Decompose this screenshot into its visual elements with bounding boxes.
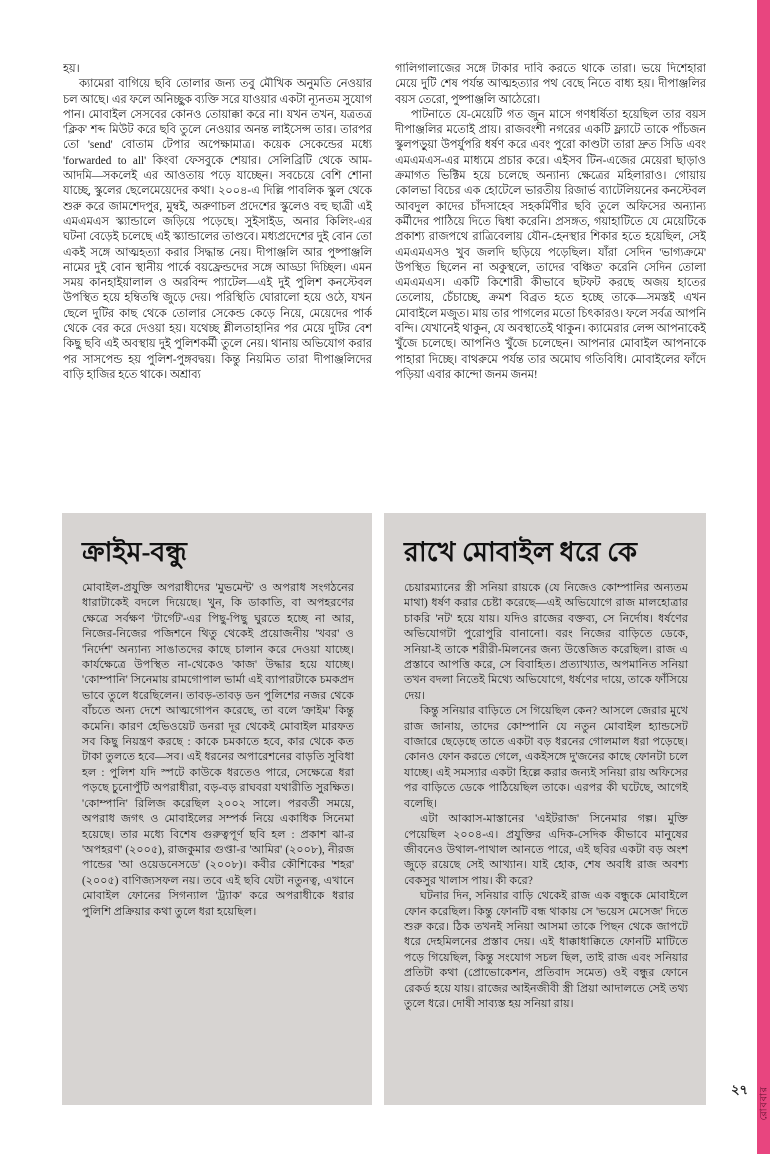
- article-top-right-column: [395, 62, 706, 510]
- paragraph: হয়।: [63, 63, 80, 75]
- feature-box-crime-bondhu: [62, 513, 372, 1105]
- spine-stripe: [757, 0, 770, 1154]
- paragraph: এটা আব্বাস-মাস্তানের 'এইটরাজ' সিনেমার গল্প। মুক্তি পেয়েছিল ২০০৪-এ। প্রযুক্তির এদিক-সেদিক কীভাবে মানুষের জীবনেও উথাল-পাথাল আনতে পারে, এই ছবির একটা বড় অংশ জুড়ে রয়েছে সেই আখ্যান। যাই হোক, শেষ অবধি রাজ অবশ্য বেকসুর খালাস পায়। কী করে?: [404, 813, 688, 887]
- feature-box-rakhe-mobile: [384, 513, 706, 1105]
- magazine-name-label: রোববার: [758, 1085, 769, 1120]
- article-top-left-column: [63, 62, 372, 510]
- paragraph: চেয়ারম্যানের স্ত্রী সনিয়া রায়কে (যে নিজেও কোম্পানির অন্যতম মাথা) ধর্ষণ করার চেষ্টা করেছে—এই অভিযোগে রাজ মালহোত্রার চাকরি 'নট' হয়ে যায়। যদিও রাজের বক্তব্য, সে নির্দোষ। ধর্ষণের অভিযোগটা পুরোপুরি বানানো। বরং নিজের বাড়িতে ডেকে, সনিয়া-ই তাকে শরীরী-মিলনের জন্য উত্তেজিত করেছিল। রাজ এ প্রস্তাবে আপত্তি করে, সে বিবাহিত। প্রত্যাখ্যাত, অপমানিত সনিয়া তখন বদলা নিতেই মিথ্যে অভিযোগে, ধর্ষণের দায়ে, তাকে ফাঁসিয়ে দেয়।: [404, 582, 688, 702]
- paragraph: কিন্তু সনিয়ার বাড়িতে সে গিয়েছিল কেন? আসলে জেরার মুখে রাজ জানায়, তাদের কোম্পানি যে নতুন মোবাইল হ্যান্ডসেট বাজারে ছেড়েছে তাতে একটা বড় ধরনের গোলমাল ধরা পড়েছে। কোনও ফোন করতে গেলে, একইসঙ্গে দু'জনের কাছে ফোনটা চলে যাচ্ছে। এই সমস্যার একটা হিল্লে করার জন্যই সনিয়া রায় অফিসের পর বাড়িতে ডেকে পাঠিয়েছিল তাকে। এরপর কী ঘটেছে, আগেই বলেছি।: [404, 705, 688, 810]
- page-number: ২৭: [731, 1082, 748, 1097]
- paragraph: মোবাইল-প্রযুক্তি অপরাধীদের 'মুভমেন্ট' ও অপরাধ সংগঠনের ধারাটাকেই বদলে দিয়েছে। খুন, কি ডাকাতি, বা অপহরণের ক্ষেত্রে সর্বক্ষণ 'টার্গেট'-এর পিছু-পিছু ঘুরতে হচ্ছে না আর, নিজের-নিজের পজিশনে থিতু থেকেই প্রয়োজনীয় 'খবর' ও 'নির্দেশ' অন্যান্য সাঙাতদের কাছে চালান করে দেওয়া যাচ্ছে। কার্যক্ষেত্রে উপস্থিত না-থেকেও 'কাজ' উদ্ধার হয়ে যাচ্ছে। 'কোম্পানি' সিনেমায় রামগোপাল ভার্মা এই ব্যাপারটাকে চমকপ্রদ ভাবে তুলে ধরেছিলেন। তাবড়-তাবড় ডন পুলিশের নজর থেকে বাঁচতে অন্য দেশে আত্মগোপন করেছে, তা বলে 'ক্রাইম' কিন্তু কমেনি। কারণ হেভিওয়েট ডনরা দূর থেকেই মোবাইল মারফত সব কিছু নিয়ন্ত্রণ করছে : কাকে চমকাতে হবে, কার থেকে কত টাকা তুলতে হবে—সব। এই ধরনের অপারেশনের বাড়তি সুবিধা হল : পুলিশ যদি স্পটে কাউকে ধরতেও পারে, সেক্ষেত্রে ধরা পড়ছে চুনোপুঁটি অপরাধীরা, বড়-বড় রাঘবরা যথারীতি সুরক্ষিত। 'কোম্পানি' রিলিজ করেছিল ২০০২ সালে। পরবর্তী সময়ে, অপরাধ জগৎ ও মোবাইলের সম্পর্ক নিয়ে একাধিক সিনেমা হয়েছে। তার মধ্যে বিশেষ গুরুত্বপূর্ণ ছবি হল : প্রকাশ ঝা-র 'অপহরণ' (২০০৫), রাজকুমার গুপ্তা-র 'আমির' (২০০৮), নীরজ পান্ডের 'আ ওয়েডনেসডে' (২০০৮)। কবীর কৌশিকের 'শহর' (২০০৫) বাণিজ্যসফল নয়। তবে এই ছবি যেটা নতুনত্ব, এখানে মোবাইল ফোনের সিগন্যাল 'ট্র্যাক' করে অপরাধীকে ধরার পুলিশি প্রক্রিয়ার কথা তুলে ধরা হয়েছিল।: [82, 582, 354, 918]
- feature-box-body: [404, 581, 688, 1012]
- paragraph: ক্যামেরা বাগিয়ে ছবি তোলার জন্য তবু মৌখিক অনুমতি নেওয়ার চল আছে। এর ফলে অনিচ্ছুক ব্যক্তি সরে যাওয়ার একটা ন্যূনতম সুযোগ পান। মোবাইল সেসবের কোনও তোয়াক্কা করে না। যখন তখন, যত্রতত্র 'ক্লিক' শব্দ মিউট করে ছবি তুলে নেওয়ার অনন্ত লাইসেন্স তার। তারপর তো 'send' বোতাম টেপার অপেক্ষামাত্র। কয়েক সেকেন্ডের মধ্যে 'forwarded to all' কিংবা ফেসবুকে শেয়ার। সেলিব্রিটি থেকে আম-আদমি—সকলেই এর আওতায় পড়ে যাচ্ছেন। সবচেয়ে বেশি শোনা যাচ্ছে, স্কুলের ছেলেমেয়েদের কথা। ২০০৪-এ দিল্লি পাবলিক স্কুল থেকে শুরু করে জামশেদপুর, মুম্বই, অরুণাচল প্রদেশের স্কুলেও বহু ছাত্রী এই এমএমএস স্ক্যান্ডালে জড়িয়ে পড়েছে। সুইসাইড, অনার কিলিং-এর ঘটনা বেড়েই চলেছে এই স্ক্যান্ডালের তাণ্ডবে। মধ্যপ্রদেশের দুই বোন তো একই সঙ্গে আত্মহত্যা করার সিদ্ধান্ত নেয়। দীপাঞ্জলি আর পুষ্পাঞ্জলি নামের দুই বোন স্থানীয় পার্কে বয়ফ্রেন্ডদের সঙ্গে আড্ডা দিচ্ছিল। এমন সময় কানহাইয়ালাল ও অরবিন্দ প্যাটেল—এই দুই পুলিশ কনস্টেবল উপস্থিত হয়ে হম্বিতম্বি জুড়ে দেয়। পরিস্থিতি ঘোরালো হয়ে ওঠে, যখন ছেলে দুটির কাছ থেকে তোলার সেকেন্ড কেড়ে নিয়ে, মেয়েদের পার্ক থেকে বের করে দেওয়া হয়। যথেচ্ছ শ্লীলতাহানির পর মেয়ে দুটির বেশ কিছু ছবি এই অবস্থায় দুই পুলিশকর্মী তুলে নেয়। থানায় অভিযোগ করার পর সাসপেন্ড হয় পুলিশ-পুঙ্গবদ্বয়। কিন্তু নিয়মিত তারা দীপাঞ্জলিদের বাড়ি হাজির হতে থাকে। অশ্রাব্য: [63, 78, 372, 381]
- feature-box-title: রাখে মোবাইল ধরে কে: [404, 537, 637, 567]
- paragraph: পাটনাতে যে-মেয়েটি গত জুন মাসে গণধর্ষিতা হয়েছিল তার বয়স দীপাঞ্জলির মতোই প্রায়। রাজবংশী নগরের একটি ফ্ল্যাটে তাকে পাঁচজন স্কুলপড়ুয়া উপর্যুপরি ধর্ষণ করে এবং পুরো কাণ্ডটা তারা দ্রুত সিডি এবং এমএমএস-এর মাধ্যমে প্রচার করে। এইসব টিন-এজের মেয়েরা ছাড়াও ক্রমাগত ভিক্টিম হয়ে চলেছে অন্যান্য ক্ষেত্রের মহিলারাও। গোয়ায় কোলভা বিচের এক হোটেলে ভারতীয় রিজার্ভ ব্যাটেলিয়নের কনস্টেবল আবদুল কাদের চাঁদসাহেব সহকর্মিণীর ছবি তুলে অফিসের অন্যান্য কর্মীদের পাঠিয়ে দিতে দ্বিধা করেনি। প্রসঙ্গত, গয়াহাটিতে যে মেয়েটিকে প্রকাশ্য রাজপথে রাত্রিবেলায় যৌন-হেনস্থার শিকার হতে হয়েছিল, সেই এমএমএসও খুব জলদি ছড়িয়ে পড়েছিল। যাঁরা সেদিন 'ভাগ্যক্রমে' উপস্থিত ছিলেন না অকুস্থলে, তাদের 'বঞ্চিত' করেনি সেদিন তোলা এমএমএস। একটি কিশোরী কীভাবে ছটফট করছে অজয় হাতের তেলোয়, চেঁচাচ্ছে, ক্রমশ বিব্রত হতে হচ্ছে তাকে—সমস্তই এখন মোবাইলে মজুত। মায় তার পাগলের মতো চিৎকারও। ফলে সর্বত্র আপনি বন্দি। যেখানেই থাকুন, যে অবস্থাতেই থাকুন। ক্যামেরার লেন্স আপনাকেই খুঁজে চলেছে। আপনিও খুঁজে চলেছেন। আপনার মোবাইল আপনাকে পাহারা দিচ্ছে। বাথরুমে পর্যন্ত তার অমোঘ গতিবিধি। মোবাইলের ফাঁদে পড়িয়া এবার কান্দো জনম জনম!: [395, 108, 706, 381]
- feature-box-title: ক্রাইম-বন্ধু: [82, 537, 187, 567]
- paragraph: ঘটনার দিন, সনিয়ার বাড়ি থেকেই রাজ এক বন্ধুকে মোবাইলে ফোন করেছিল। কিন্তু ফোনটি বন্ধ থাকায় সে 'ভয়েস মেসেজ' দিতে শুরু করে। ঠিক তখনই সনিয়া আসমা তাকে পিছন থেকে জাপটে ধরে দেহমিলনের প্রস্তাব দেয়। এই ধাক্কাধাক্কিতে ফোনটি মাটিতে পড়ে গিয়েছিল, কিন্তু সংযোগ সচল ছিল, তাই রাজ এবং সনিয়ার প্রতিটা কথা (প্রোভোকেশন, প্রতিবাদ সমেত) ওই বন্ধুর ফোনে রেকর্ড হয়ে যায়। রাজের আইনজীবী স্ত্রী প্রিয়া আদালতে সেই তথ্য তুলে ধরে। দোষী সাব্যস্ত হয় সনিয়া রায়।: [404, 890, 688, 1010]
- feature-box-body: [82, 581, 354, 920]
- paragraph: গালিগালাজের সঙ্গে টাকার দাবি করতে থাকে তারা। ভয়ে দিশেহারা মেয়ে দুটি শেষ পর্যন্ত আত্মহত্যার পথ বেছে নিতে বাধ্য হয়। দীপাঞ্জলির বয়স তেরো, পুষ্পাঞ্জলি আঠেরো।: [395, 63, 706, 106]
